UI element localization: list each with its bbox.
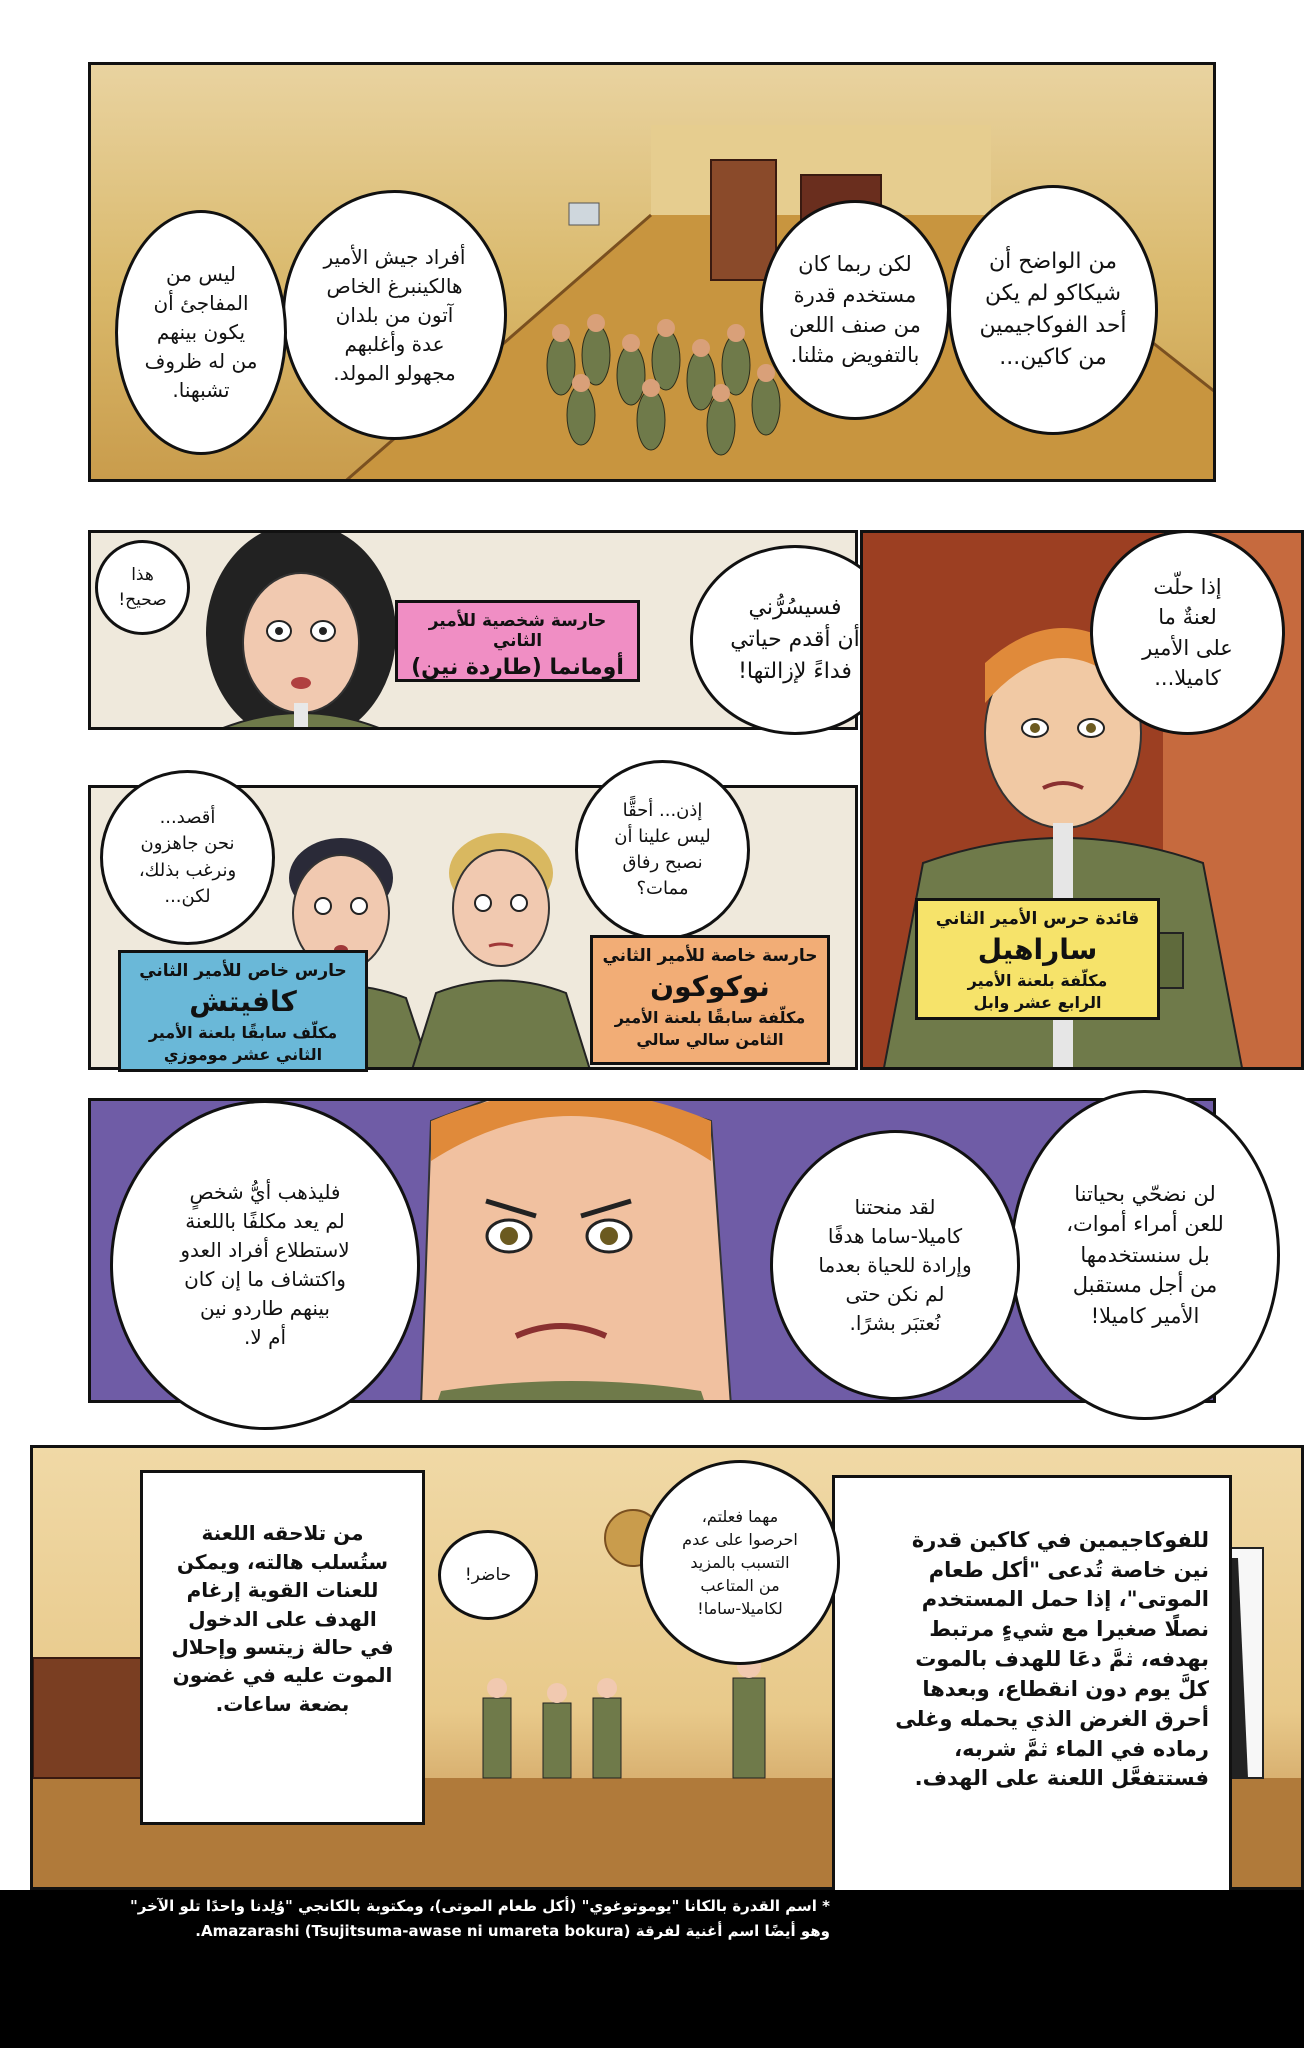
caption-detail: مكلّفة سابقًا بلعنة الأمير الثامن سالي سالي [614, 1008, 806, 1049]
caption-detail: مكلّف سابقًا بلعنة الأمير الثاني عشر موموزي [148, 1023, 338, 1064]
caption-nokokon [590, 935, 830, 1065]
speech-bubble-1 [948, 185, 1158, 435]
speech-text: أقصد... نحن جاهزون ونرغب بذلك، لكن... [138, 807, 237, 907]
caption-name: كافيتش [189, 985, 297, 1018]
caption-name: ساراهيل [977, 933, 1098, 966]
speech-bubble-p4-3 [110, 1100, 420, 1430]
footnote-line-2: وهو أيضًا اسم أغنية لفرقة Amazarashi (Tsujitsuma-awase ni umareta bokura). [195, 1922, 830, 1940]
speech-text: لقد منحتنا كاميلا-ساما هدفًا وإرادة للحياة بعدما لم نكن حتى نُعتبَر بشرًا. [818, 1194, 972, 1335]
footnote-line-1: * اسم القدرة بالكانا "يوموتوغوي" (أكل طعام الموتى)، ومكتوبة بالكانجي "وُلِدنا واحدًا تلو الآخر" [129, 1897, 830, 1915]
speech-text: هذا صحيح! [118, 564, 167, 610]
speech-bubble-omanma [95, 540, 190, 635]
speech-bubble-p4-1 [1010, 1090, 1280, 1420]
speech-bubble-reply [438, 1530, 538, 1620]
speech-text: إذا حلّت لعنةٌ ما على الأمير كاميلا... [1142, 574, 1233, 690]
caption-sarahil [915, 898, 1160, 1020]
caption-detail: مكلّفة بلعنة الأمير الرابع عشر وابل [967, 971, 1108, 1012]
speech-bubble-kafitch [100, 770, 275, 945]
speech-text: أفراد جيش الأمير هالكينبرغ الخاص آتون من بلدان عدة وأغلبهم مجهولو المولد. [323, 244, 466, 385]
caption-kafitch [118, 950, 368, 1072]
caption-role: قائدة حرس الأمير الثاني [935, 909, 1140, 929]
narration-box-left [140, 1470, 425, 1825]
speech-bubble-orders [640, 1460, 840, 1665]
soldier-group [531, 295, 791, 465]
speech-bubble-3 [282, 190, 507, 440]
speech-text: مهما فعلتم، احرصوا على عدم التسبب بالمزيد من المتاعب لكاميلا-ساما! [682, 1506, 798, 1619]
caption-role: حارس خاص للأمير الثاني [139, 961, 347, 981]
narration-text: من تلاحقه اللعنة ستُسلب هالته، ويمكن للعنات القوية إرغام الهدف على الدخول في حالة زيتسو وإحلال الموت عليه في غضون بضعة ساعات. [171, 1521, 394, 1716]
speech-bubble-p4-2 [770, 1130, 1020, 1400]
speech-bubble-4 [115, 210, 287, 455]
speech-text: حاضر! [464, 1564, 512, 1585]
speech-text: فليذهب أيُّ شخصٍ لم يعد مكلفًا باللعنة لاستطلاع أفراد العدو واكتشاف ما إن كان بينهم طاردو نين أم لا. [180, 1180, 350, 1349]
caption-name: نوكوكون [650, 970, 770, 1003]
caption-name: أومانما (طاردة نين) [411, 655, 624, 680]
speech-text: ليس من المفاجئ أن يكون بينهم من له ظروف تشبهنا. [144, 262, 258, 402]
speech-text: إذن... أحقًّا ليس علينا أن نصبح رفاق ممات؟ [614, 799, 711, 900]
narration-box-right [832, 1475, 1232, 1900]
caption-omanma [395, 600, 640, 682]
caption-role: حارسة خاصة للأمير الثاني [602, 946, 818, 966]
speech-bubble-nokokon [575, 760, 750, 940]
speech-text: لن نضحّي بحياتنا للعن أمراء أموات، بل سنستخدمها من أجل مستقبل الأمير كاميلا! [1066, 1181, 1224, 1328]
speech-text: فسيسُرُّني أن أقدم حياتي فداءً لإزالتها! [730, 595, 860, 684]
speech-text: من الواضح أن شيكاكو لم يكن أحد الفوكاجيمين من كاكين... [979, 249, 1127, 370]
speech-bubble-2 [760, 200, 950, 420]
narration-text: للفوكاجيمين في كاكين قدرة نين خاصة تُدعى "أكل طعام الموتى"، إذا حمل المستخدم نصلًا صغيرا مع شيءٍ مرتبط بهدفه، ثمَّ دعَا للهدف بالموت كلَّ يوم دون انقطاع، وبعدها أحرق الغرض الذي يحمله وغلى رماده في الماء ثمَّ شربه، فستتفعَّل اللعنة على الهدف. [895, 1527, 1209, 1791]
caption-role: حارسة شخصية للأمير الثاني [428, 611, 607, 651]
speech-bubble-sarahil-1 [1090, 530, 1285, 735]
speech-text: لكن ربما كان مستخدم قدرة من صنف اللعن بالتفويض مثلنا. [789, 252, 921, 368]
